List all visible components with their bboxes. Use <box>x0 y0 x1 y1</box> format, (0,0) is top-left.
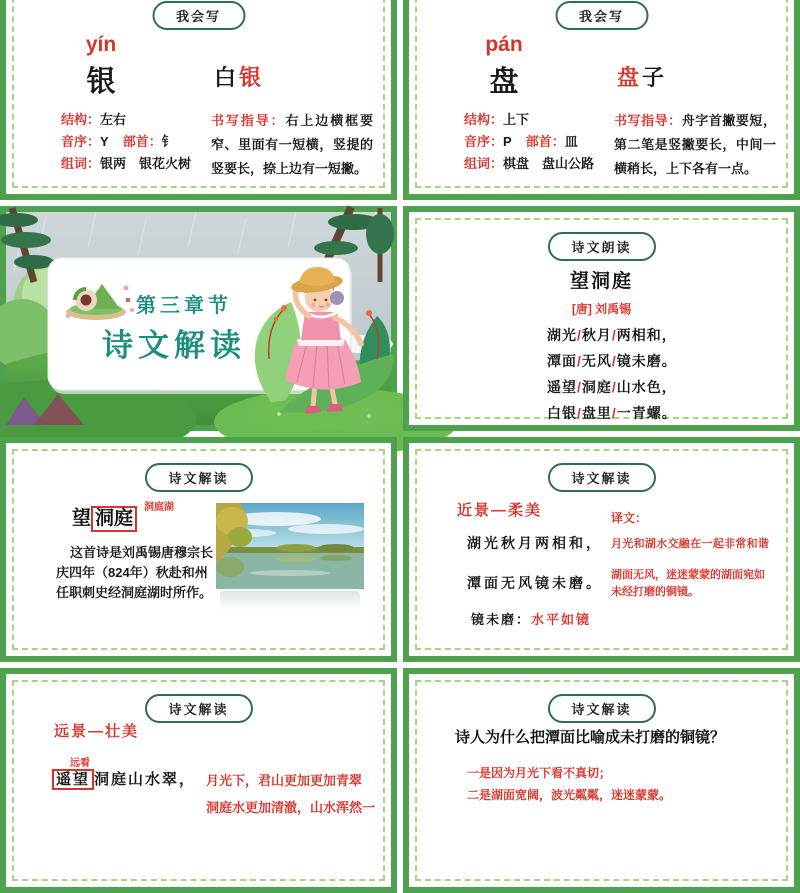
discussion-question: 诗人为什么把潭面比喻成未打磨的铜镜？ <box>455 729 726 746</box>
term-annotation: 洞庭湖 <box>144 502 174 513</box>
background-paragraph: 这首诗是刘禹锡唐穆宗长庆四年（824年）秋赴和州任职刺史经洞庭湖时所作。 <box>56 545 214 600</box>
slide-badge: 诗文朗读 <box>547 232 655 261</box>
slide-card-poem-reading[interactable] <box>403 206 800 431</box>
pinyin: yín <box>85 33 117 56</box>
slide-card-near-view[interactable] <box>403 437 800 662</box>
slide-badge: 我会写 <box>555 1 648 30</box>
verse-line-2: 潭面无风镜未磨。 <box>467 575 603 591</box>
slide-card-far-view[interactable] <box>0 668 397 893</box>
slide-badge: 诗文解读 <box>144 694 252 723</box>
translation-line-2: 湖面无风，迷迷蒙蒙的湖面宛如未经打磨的铜镜。 <box>611 569 765 598</box>
gloss-note: 镜未磨：水平如镜 <box>471 612 592 627</box>
poem-author: [唐] 刘禹锡 <box>571 302 632 316</box>
section-heading: 远景—壮美 <box>54 723 140 740</box>
poem-line: 遥望/洞庭/山水色， <box>547 379 677 395</box>
info-row-yinxu-bushou: 音序：P 部首：皿 <box>464 134 578 149</box>
slide-badge: 诗文解读 <box>144 463 252 492</box>
slide-badge: 我会写 <box>152 1 245 30</box>
info-row-zuci: 组词：棋盘 盘山公路 <box>464 156 595 171</box>
poem-body <box>547 322 677 426</box>
slide-card-wohuixie-yin[interactable] <box>0 0 397 200</box>
hanzi: 银 <box>86 66 116 98</box>
pinyin: pán <box>485 33 523 56</box>
slide-card-poem-background[interactable] <box>0 437 397 662</box>
hanzi: 盘 <box>489 66 519 98</box>
translation-label: 译文： <box>611 511 648 525</box>
slide-badge: 诗文解读 <box>547 694 655 723</box>
term-annotation: 远看 <box>70 758 90 769</box>
chapter-title: 诗文解读 <box>102 328 246 363</box>
slide-card-chapter-title[interactable] <box>0 206 397 431</box>
example-word: 盘子 <box>617 65 668 90</box>
info-row-structure: 结构：左右 <box>61 112 127 127</box>
answer-line-1: 一是因为月光下看不真切； <box>467 766 612 780</box>
red-boxed-term: 洞庭 <box>91 506 137 532</box>
example-word: 白银 <box>214 65 265 90</box>
info-row-yinxu-bushou: 音序：Y 部首：钅 <box>61 134 175 149</box>
lake-photo-graphic <box>216 503 364 589</box>
translation-line-1: 月光下，君山更加更加青翠 <box>206 773 363 788</box>
poem-line: 白银/盘里/一青螺。 <box>547 405 677 421</box>
slide-badge: 诗文解读 <box>547 463 655 492</box>
slide-card-question[interactable] <box>403 668 800 893</box>
slide-card-wohuixie-pan[interactable] <box>403 0 800 200</box>
character-block <box>56 33 146 100</box>
poem-line: 潭面/无风/镜未磨。 <box>547 353 677 369</box>
character-info <box>464 109 594 175</box>
character-info <box>61 109 191 175</box>
character-block <box>459 33 549 100</box>
section-heading: 近景—柔美 <box>457 502 543 519</box>
verse-line-1: 湖光秋月两相和， <box>467 535 603 551</box>
poem-title-annotated: 望 洞庭 <box>72 503 137 532</box>
red-boxed-term: 遥望 <box>52 769 94 790</box>
translation-line-1: 月光和湖水交融在一起非常和谐 <box>611 538 770 550</box>
info-row-zuci: 组词：银两 银花火树 <box>61 156 192 171</box>
translation-line-2: 洞庭水更加清澈，山水浑然一 <box>206 800 376 815</box>
writing-guide: 书写指导：舟字首撇要短，第二笔是竖撇要长，中间一横稍长，上下各有一点。 <box>614 113 776 176</box>
chapter-illustration <box>6 212 391 425</box>
dongting-lake-photo <box>216 503 364 589</box>
writing-guide: 书写指导：右上边横框要窄、里面有一短横，竖提的竖要长，捺上边有一短撇。 <box>211 113 373 176</box>
verse-line: 遥望 洞庭山水翠， <box>52 768 196 790</box>
poem-line: 湖光/秋月/两相和， <box>547 327 677 343</box>
chapter-label: 第三章节 <box>136 295 232 317</box>
answer-line-2: 二是湖面宽阔，波光粼粼，迷迷蒙蒙。 <box>467 788 672 802</box>
poem-title: 望洞庭 <box>569 271 633 292</box>
info-row-structure: 结构：上下 <box>464 112 530 127</box>
photo-reflection <box>220 591 360 611</box>
